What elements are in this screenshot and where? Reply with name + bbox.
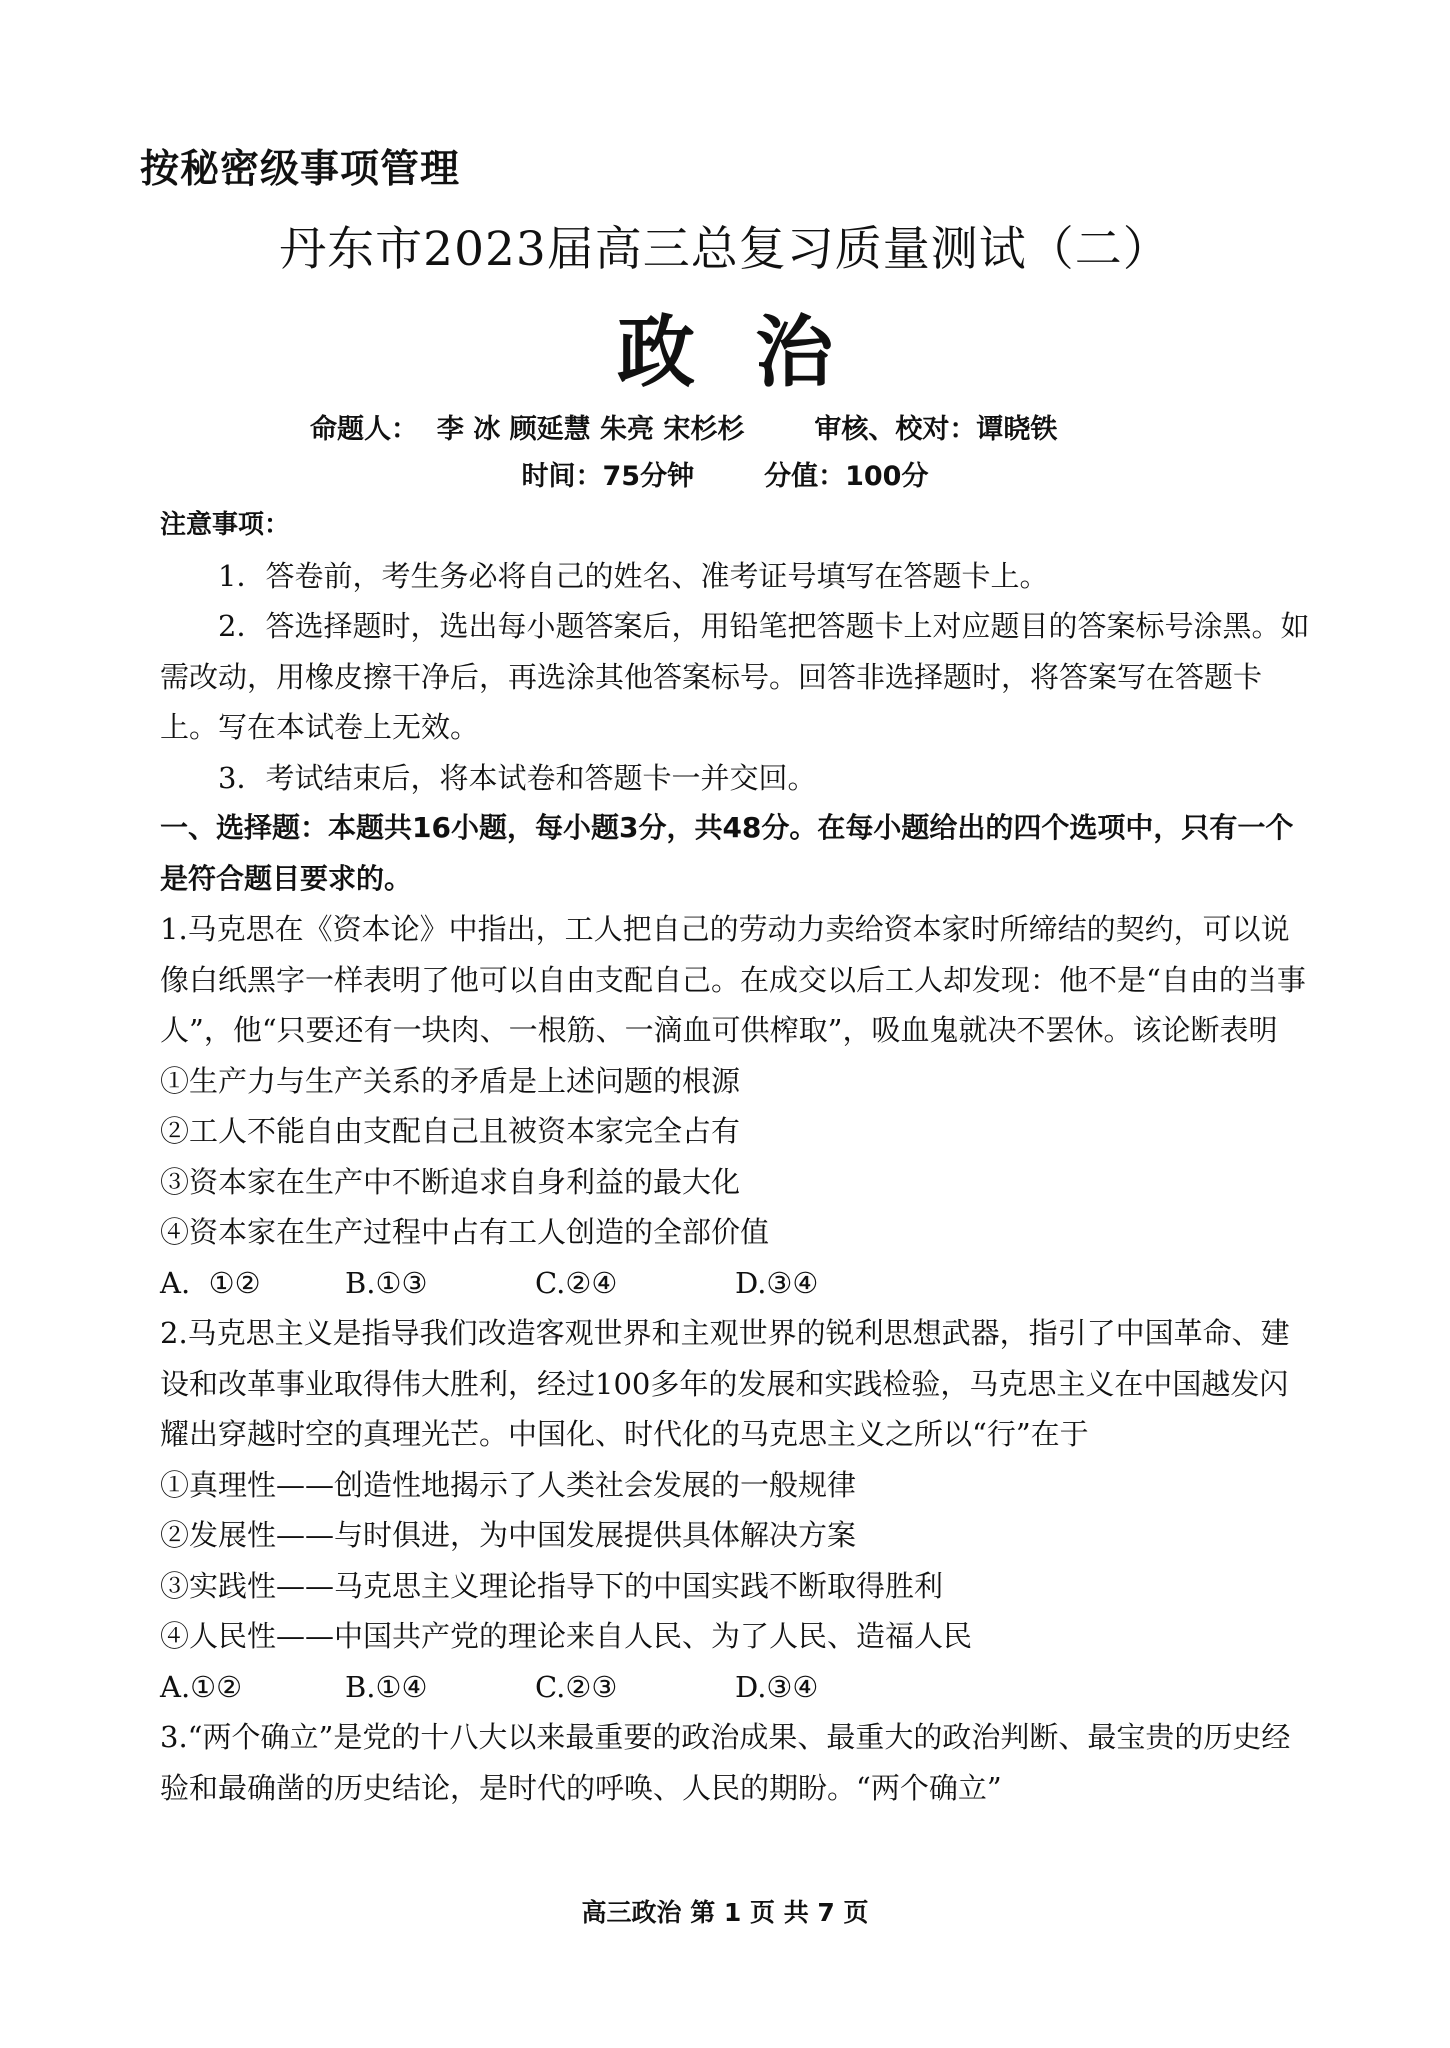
question-statement: ②工人不能自由支配自己且被资本家完全占有 (160, 1114, 741, 1148)
exam-time: 时间：75分钟 (521, 461, 695, 492)
exam-score: 分值：100分 (764, 461, 929, 492)
section-heading: 一、选择题：本题共16小题，每小题3分，共48分。在每小题给出的四个选项中，只有一个是符合题目要求的。 (160, 811, 1294, 895)
page-footer: 高三政治 第 1 页 共 7 页 (581, 1898, 869, 1927)
time-score-line (0, 454, 1450, 493)
authors-label: 命题人： (310, 414, 418, 445)
option-b: B.①④ (345, 1669, 428, 1704)
notice-item: 2．答选择题时，选出每小题答案后，用铅笔把答题卡上对应题目的答案标号涂黑。如需改动，用橡皮擦干净后，再选涂其他答案标号。回答非选择题时，将答案写在答题卡上。写在本试卷上无效。 (160, 609, 1310, 744)
option-a: A. ①② (160, 1265, 261, 1300)
option-d: D.③④ (735, 1265, 819, 1300)
notice-item: 3．考试结束后，将本试卷和答题卡一并交回。 (218, 760, 817, 795)
question-statement: ①真理性——创造性地揭示了人类社会发展的一般规律 (160, 1467, 857, 1502)
notice-item: 1．答卷前，考生务必将自己的姓名、准考证号填写在答题卡上。 (218, 558, 1049, 593)
answer-options (160, 1662, 1310, 1713)
option-b: B.①③ (345, 1265, 428, 1300)
question-statement: ④人民性——中国共产党的理论来自人民、为了人民、造福人民 (160, 1619, 973, 1653)
exam-content (160, 500, 1310, 1813)
option-c: C.②③ (535, 1669, 618, 1704)
question-stem: 1.马克思在《资本论》中指出，工人把自己的劳动力卖给资本家时所缔结的契约，可以说像白纸黑字一样表明了他可以自由支配自己。在成交以后工人却发现：他不是“自由的当事人”，他“只要还有一块肉、一根筋、一滴血可供榨取”，吸血鬼就决不罢休。该论断表明 (160, 912, 1306, 1047)
secret-level-label: 按秘密级事项管理 (140, 147, 461, 192)
option-c: C.②④ (535, 1265, 618, 1300)
authors-line (310, 407, 1057, 446)
question-stem: 3.“两个确立”是党的十八大以来最重要的政治成果、最重大的政治判断、最宝贵的历史经验和最确凿的历史结论，是时代的呼唤、人民的期盼。“两个确立” (160, 1720, 1291, 1805)
option-a: A.①② (160, 1669, 243, 1704)
question-statement: ②发展性——与时俱进，为中国发展提供具体解决方案 (160, 1518, 857, 1552)
option-d: D.③④ (735, 1669, 819, 1704)
question-statement: ①生产力与生产关系的矛盾是上述问题的根源 (160, 1063, 741, 1098)
question-stem: 2.马克思主义是指导我们改造客观世界和主观世界的锐利思想武器，指引了中国革命、建设和改革事业取得伟大胜利，经过100多年的发展和实践检验，马克思主义在中国越发闪耀出穿越时空的真理光芒。中国化、时代化的马克思主义之所以“行”在于 (160, 1316, 1290, 1451)
question-statement: ④资本家在生产过程中占有工人创造的全部价值 (160, 1215, 770, 1249)
reviewer-line: 审核、校对：谭晓铁 (814, 414, 1058, 445)
notice-heading: 注意事项： (160, 510, 291, 540)
authors-names: 李 冰 顾延慧 朱亮 宋杉杉 (436, 414, 745, 445)
question-statement: ③实践性——马克思主义理论指导下的中国实践不断取得胜利 (160, 1568, 944, 1603)
question-statement: ③资本家在生产中不断追求自身利益的最大化 (160, 1164, 741, 1199)
subject-title: 政治 (616, 308, 893, 398)
answer-options (160, 1258, 1310, 1309)
exam-title: 丹东市2023届高三总复习质量测试（二） (279, 222, 1171, 277)
